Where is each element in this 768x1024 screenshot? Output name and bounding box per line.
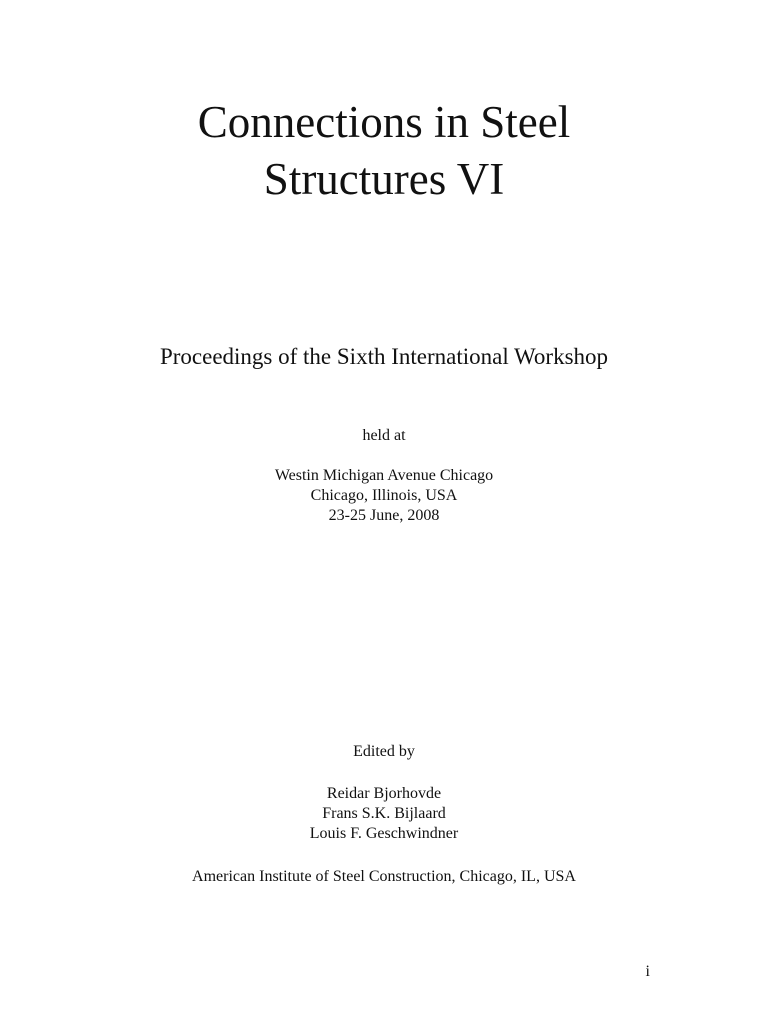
venue-name: Westin Michigan Avenue Chicago xyxy=(274,467,494,484)
page-title xyxy=(0,94,768,208)
editor-name: Reidar Bjorhovde xyxy=(326,785,442,802)
publisher-line: American Institute of Steel Construction, Chicago, IL, USA xyxy=(192,868,576,885)
title-line-1: Connections in Steel xyxy=(197,97,571,147)
proceedings-subtitle: Proceedings of the Sixth International Workshop xyxy=(159,344,609,369)
venue-block xyxy=(0,466,768,526)
venue-date: 23-25 June, 2008 xyxy=(328,507,440,524)
editor-name: Frans S.K. Bijlaard xyxy=(322,805,446,822)
held-at-label: held at xyxy=(362,427,406,444)
editors-list xyxy=(0,784,768,844)
edited-by-label: Edited by xyxy=(353,743,415,760)
venue-city: Chicago, Illinois, USA xyxy=(310,487,458,504)
editor-name: Louis F. Geschwindner xyxy=(309,825,459,842)
page-number: i xyxy=(645,963,650,980)
title-line-2: Structures VI xyxy=(263,154,505,204)
